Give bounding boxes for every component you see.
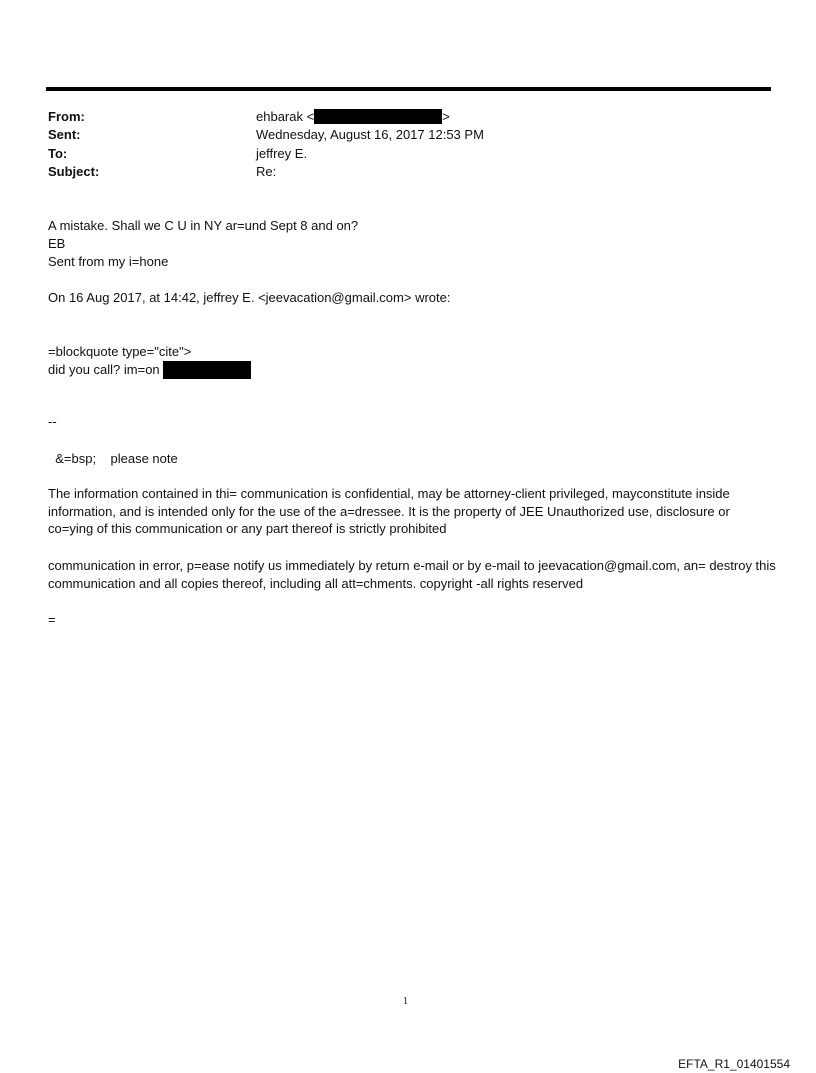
to-label: To: [48,146,68,161]
question-text: did you call? im=on [48,362,160,377]
from-label: From: [48,109,85,124]
from-name: ehbarak < [256,109,315,124]
to-value: jeffrey E. [256,146,308,161]
trailing-equals: = [48,612,56,627]
sent-label: Sent: [48,127,81,142]
from-tail: > [442,109,450,124]
quote-header: On 16 Aug 2017, at 14:42, jeffrey E. <jeevacation@gmail.com> wrote: [48,290,451,305]
body-signature: EB [48,236,66,251]
page-number: 1 [403,996,408,1007]
subject-value: Re: [256,164,277,179]
redacted-block [163,361,251,379]
subject-label: Subject: [48,164,100,179]
blockquote-tag: =blockquote type="cite"> [48,344,192,359]
quoted-question [48,361,251,379]
disclaimer-paragraph-1: The information contained in thi= communication is confidential, may be attorney-client privileged, mayconstitute inside information, and is intended only for the use of the a=dressee. It is the property of JEE Unauthorized use, disclosure or co=ying of this communication or any part thereof is strictly prohibited [48,486,730,536]
disclaimer-paragraph-2: communication in error, p=ease notify us immediately by return e-mail or by e-mail to jeevacation@gmail.com, an= destroy this communication and all copies thereof, including all att=chments. copyright -all rights reserved [48,558,776,591]
sent-value: Wednesday, August 16, 2017 12:53 PM [256,127,484,142]
dashes: -- [48,414,57,429]
redacted-email [314,109,442,124]
from-value [256,108,450,125]
header-rule [46,87,771,91]
document-id: EFTA_R1_01401554 [678,1057,790,1071]
body-sent-from: Sent from my i=hone [48,254,169,269]
body-line-1: A mistake. Shall we C U in NY ar=und Sept 8 and on? [48,218,359,233]
nbsp-line: &=bsp; please note [48,451,178,466]
